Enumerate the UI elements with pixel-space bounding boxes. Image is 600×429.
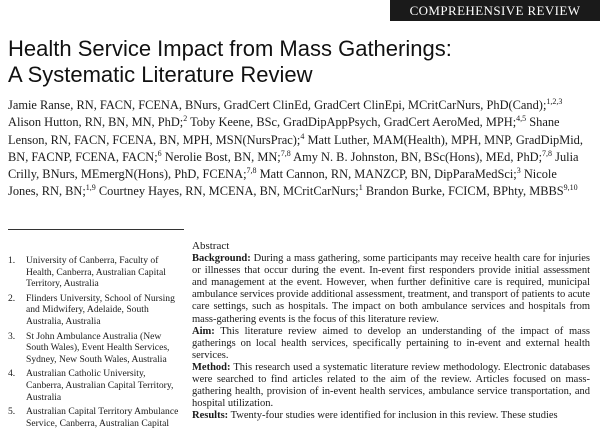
- author: Nicole Jones, RN, BN;: [8, 167, 557, 199]
- author: Amy N. B. Johnston, BN, BSc(Hons), MEd, PhD;: [290, 149, 543, 164]
- author-affiliation-ref: 6: [157, 148, 162, 158]
- author-affiliation-ref: 1,2,3: [546, 96, 563, 106]
- author: Matt Luther, MAM(Health), MPH, MNP, GradDipMid, BN, FACNP, FCENA, FACN;: [8, 132, 583, 164]
- author-affiliation-ref: 7,8: [542, 148, 553, 158]
- affiliation-item: [8, 293, 184, 328]
- affiliation-number: 5.: [8, 406, 16, 418]
- abstract-heading: Abstract: [192, 240, 230, 252]
- affiliation-number: 4.: [8, 368, 16, 380]
- author: Toby Keene, BSc, GradDipAppPsych, GradCert AeroMed, MPH;: [187, 115, 517, 130]
- affiliation-text: Flinders University, School of Nursing and Midwifery, Adelaide, South Australia, Australia: [26, 292, 175, 327]
- affiliation-text: St John Ambulance Australia (New South Wales), Event Health Services, Sydney, New South Wales, Australia: [26, 330, 170, 365]
- article-type-banner: COMPREHENSIVE REVIEW: [390, 0, 600, 21]
- abstract-aim: [192, 326, 590, 362]
- author: Brandon Burke, FCICM, BPhty, MBBS: [362, 184, 564, 199]
- author-affiliation-ref: 9,10: [563, 183, 578, 193]
- method-text: This research used a systematic literature review methodology. Electronic databases were searched to find articles related to the aim of the review. Articles focused on mass-gathering health, provision of in-event health services, ambulance service transportation, and hospital utilization.: [192, 361, 590, 410]
- method-label: Method:: [192, 361, 231, 373]
- author: Matt Cannon, RN, MANZCP, BN, DipParaMedSci;: [256, 167, 517, 182]
- affiliation-number: 2.: [8, 292, 16, 304]
- abstract-background: [192, 253, 590, 326]
- background-text: During a mass gathering, some participants may receive health care for injuries or illnesses that occur during the event. In-event first responders provide initial assessment and management at the event. However, when further definitive care is required, municipal ambulance services provide additional assessment, treatment, and transport of patients to acute care settings, such as hospitals. The impact on both ambulance services and hospitals from mass-gathering events is the focus of this literature review.: [192, 253, 590, 325]
- results-label: Results:: [192, 410, 229, 422]
- author-affiliation-ref: 4: [300, 131, 305, 141]
- affiliation-text: Australian Capital Territory Ambulance Service, Canberra, Australian Capital: [26, 406, 179, 429]
- abstract-method: [192, 362, 590, 410]
- affiliations-divider: [8, 229, 184, 230]
- affiliation-item: [8, 406, 184, 429]
- author-affiliation-ref: 1,9: [85, 183, 96, 193]
- author-affiliation-ref: 7,8: [280, 148, 291, 158]
- affiliation-text: University of Canberra, Faculty of Health, Canberra, Australian Capital Territory, Australia: [26, 255, 166, 290]
- affiliation-number: 1.: [8, 255, 16, 266]
- background-label: Background:: [192, 253, 251, 265]
- author-affiliation-ref: 2: [183, 114, 188, 124]
- author: Nerolie Bost, BN, MN;: [161, 149, 281, 164]
- affiliation-item: [8, 255, 184, 290]
- affiliation-text: Australian Catholic University, Canberra, Australian Capital Territory, Australia: [26, 368, 174, 403]
- author-list: [8, 97, 588, 201]
- affiliation-number: 3.: [8, 330, 16, 342]
- author-affiliation-ref: 4,5: [516, 114, 527, 124]
- author: Jamie Ranse, RN, FACN, FCENA, BNurs, GradCert ClinEd, GradCert ClinEpi, MCritCarNurs, PhD(Cand);: [8, 98, 547, 112]
- author-affiliation-ref: 3: [516, 166, 521, 176]
- author: Courtney Hayes, RN, MCENA, BN, MCritCarNurs;: [95, 184, 359, 199]
- author-affiliation-ref: 7,8: [246, 166, 257, 176]
- aim-label: Aim:: [192, 325, 215, 337]
- affiliations-list: [8, 255, 184, 429]
- author: Shane Lenson, RN, FACN, FCENA, BN, MPH, MSN(NursPrac);: [8, 115, 560, 147]
- aim-text: This literature review aimed to develop an understanding of the impact of mass gatherings on local health services, specifically pertaining to in-event and external health services.: [192, 325, 590, 361]
- abstract-results: [192, 410, 590, 422]
- author-affiliation-ref: 1: [358, 183, 363, 193]
- author: Alison Hutton, RN, BN, MN, PhD;: [8, 115, 184, 130]
- affiliation-item: [8, 368, 184, 403]
- results-text: Twenty-four studies were identified for inclusion in this review. These studies: [228, 410, 558, 422]
- title-line-2: A Systematic Literature Review: [8, 62, 313, 87]
- author: Julia Crilly, BNurs, MEmergN(Hons), PhD, FCENA;: [8, 149, 579, 182]
- affiliation-item: [8, 331, 184, 366]
- abstract-section: [192, 240, 590, 422]
- title-line-1: Health Service Impact from Mass Gatherings:: [8, 36, 452, 61]
- paper-title: [8, 36, 568, 88]
